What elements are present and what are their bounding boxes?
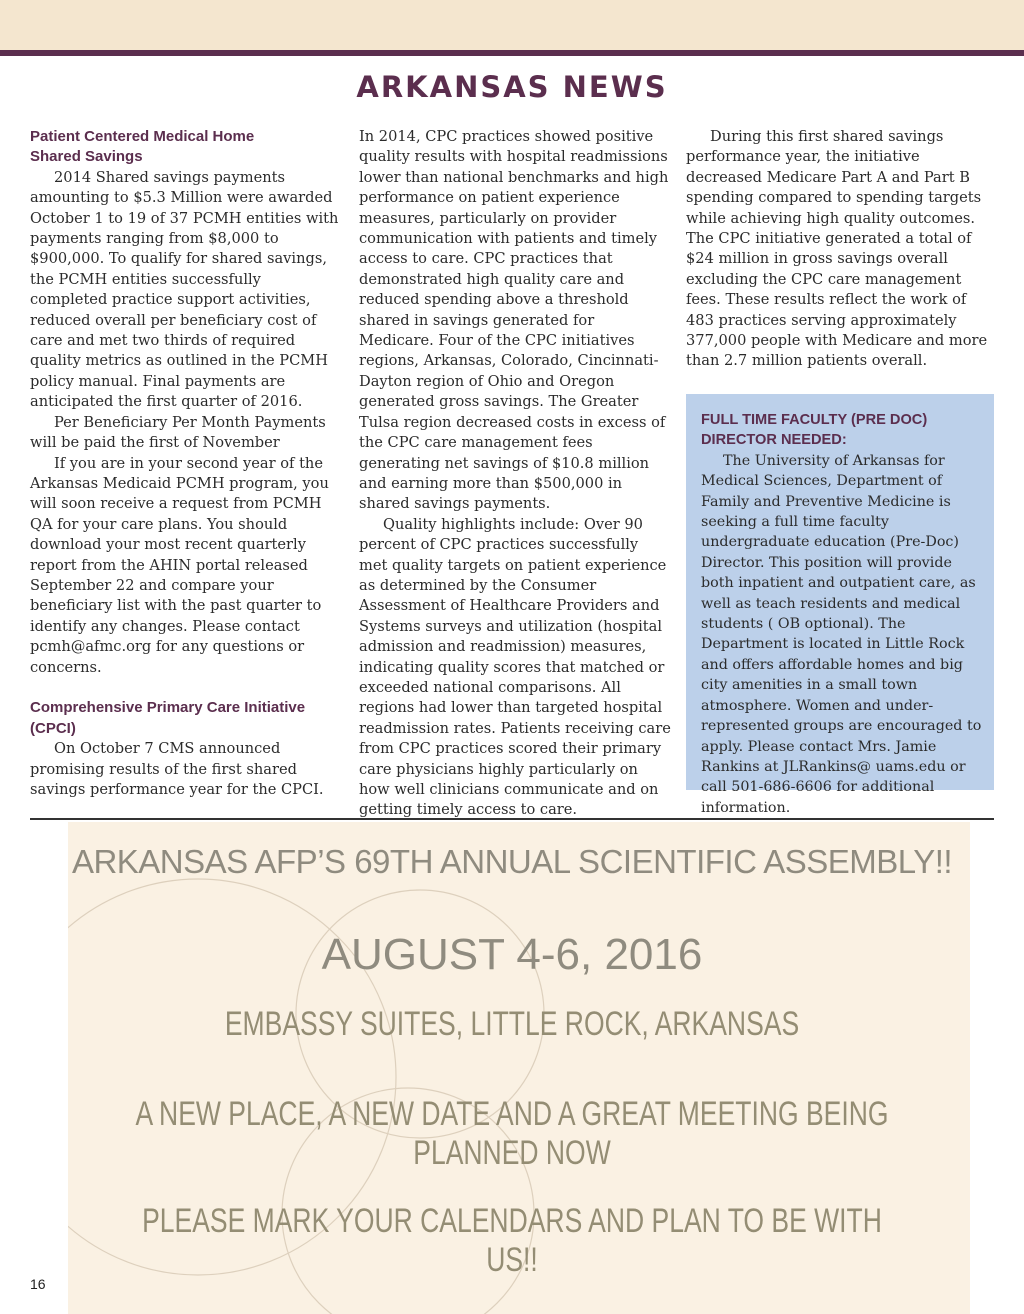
event-date: AUGUST 4-6, 2016 (321, 930, 703, 979)
pcmh-paragraph-3: If you are in your second year of the Arkansas Medicaid PCMH program, you will soon receive a request from PCMH QA for your care plans. You should download your most recent quarterly report from the AHIN portal released September 22 and compare your beneficiary list with the past quarter to identify any changes. Please contact pcmh@afmc.org for any questions or concerns. (30, 454, 329, 676)
event-title: ARKANSAS AFP’S 69TH ANNUAL SCIENTIFIC ASSEMBLY!! (71, 843, 953, 880)
column-1 (30, 127, 342, 800)
event-venue: EMBASSY SUITES, LITTLE ROCK, ARKANSAS (224, 1005, 800, 1043)
cpc-paragraph-3: During this first shared savings performance year, the initiative decreased Medicare Part A and Part B spending compared to spending targets while achieving high quality outcomes. The CPC initiative generated a total of $24 million in gross savings overall excluding the CPC care management fees. These results reflect the work of 483 practices serving approximately 377,000 people with Medicare and more than 2.7 million patients overall. (686, 128, 988, 370)
cpci-heading (30, 698, 342, 739)
event-calendar-note: PLEASE MARK YOUR CALENDARS AND PLAN TO BE WITH US!! (142, 1202, 882, 1279)
pcmh-heading-line1: Patient Centered Medical Home (30, 128, 255, 145)
cpc-paragraph-2: Quality highlights include: Over 90 percent of CPC practices successfully met quality targets on patient experience as determined by the Consumer Assessment of Healthcare Providers and Systems surveys and utilization (hospital admission and readmission) measures, indicating quality scores that matched or exceeded national comparisons. All regions had lower than targeted hospital readmission rates. Patients receiving care from CPC practices scored their primary care physicians highly particularly on how well clinicians communicate and on getting timely access to care. (359, 515, 671, 819)
job-ad-heading (701, 410, 984, 451)
cpc-paragraph-1: In 2014, CPC practices showed positive quality results with hospital readmissions lower than national benchmarks and high performance on patient experience measures, particularly on provider communication with patients and timely access to care. CPC practices that demonstrated high quality care and reduced spending above a threshold shared in savings generated for Medicare. Four of the CPC initiatives regions, Arkansas, Colorado, Cincinnati-Dayton region of Ohio and Oregon generated gross savings. The Greater Tulsa region decreased costs in excess of the CPC care management fees generating net savings of $10.8 million and earning more than $500,000 in shared savings payments. (359, 128, 669, 513)
spacer (30, 678, 342, 698)
job-ad-heading-line2: DIRECTOR NEEDED: (701, 432, 847, 449)
top-color-band (0, 0, 1024, 50)
cpci-heading-line2: (CPCI) (30, 719, 76, 737)
job-ad-body: The University of Arkansas for Medical Sciences, Department of Family and Preventive Medicine is seeking a full time faculty undergraduate education (Pre-Doc) Director. This position will provide both inpatient and outpatient care, as well as teach residents and medical students ( OB optional). The Department is located in Little Rock and offers affordable homes and big city amenities in a small town atmosphere. Women and under-represented groups are encouraged to apply. Please contact Mrs. Jamie Rankins at JLRankins@ uams.edu or call 501-686-6606 for additional information. (701, 452, 982, 816)
cpci-heading-line1: Comprehensive Primary Care Initiative (30, 699, 306, 717)
pcmh-heading-line2: Shared Savings (30, 148, 143, 166)
pcmh-paragraph-2: Per Beneficiary Per Month Payments will be paid the first of November (30, 413, 326, 452)
pcmh-heading (30, 127, 342, 168)
top-rule (0, 50, 1024, 56)
column-2 (359, 127, 671, 821)
section-divider (30, 818, 994, 820)
section-title: ARKANSAS NEWS (356, 70, 668, 104)
cpci-paragraph-1: On October 7 CMS announced promising results of the first shared savings performance year for the CPCI. (30, 740, 324, 798)
page-number: 16 (30, 1276, 46, 1292)
job-ad-box (686, 394, 994, 816)
pcmh-paragraph-1: 2014 Shared savings payments amounting to $5.3 Million were awarded October 1 to 19 of 37 PCMH entities with payments ranging from $8,000 to $900,000. To qualify for shared savings, the PCMH entities successfully completed practice support activities, reduced overall per beneficiary cost of care and met two thirds of required quality metrics as outlined in the PCMH policy manual. Final payments are anticipated the first quarter of 2016. (30, 168, 339, 411)
column-3 (686, 127, 996, 372)
job-ad-heading-line1: FULL TIME FACULTY (PRE DOC) (701, 412, 928, 428)
event-tagline: A NEW PLACE, A NEW DATE AND A GREAT MEETING BEING PLANNED NOW (135, 1095, 889, 1172)
